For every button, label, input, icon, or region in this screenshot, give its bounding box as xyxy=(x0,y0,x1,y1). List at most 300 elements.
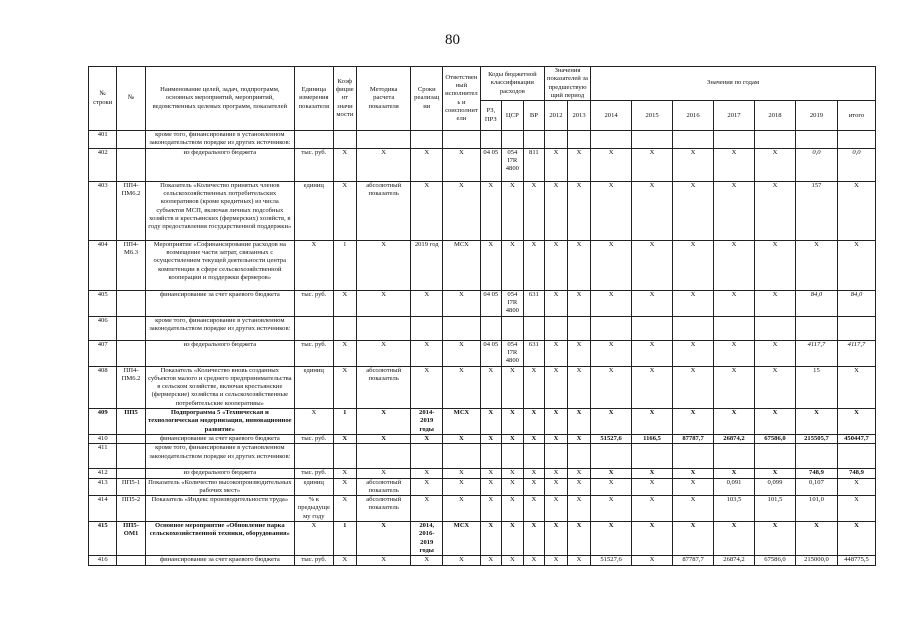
cell-rz: 04 05 xyxy=(480,340,501,366)
cell-name: финансирование за счет краевого бюджета xyxy=(145,290,294,316)
cell-code xyxy=(117,131,145,149)
cell-coef: 1 xyxy=(333,522,356,556)
cell-term: Х xyxy=(411,478,443,496)
cell-name: кроме того, финансирование в установленном законодательством порядке из других источников: xyxy=(145,316,294,340)
cell-code xyxy=(117,444,145,469)
cell-csr: Х xyxy=(501,556,523,565)
cell-executor: Х xyxy=(443,340,481,366)
cell-unit: единиц xyxy=(294,181,333,240)
cell-row-number: 411 xyxy=(89,444,117,469)
cell-y2012 xyxy=(544,444,567,469)
header-unit: Единица измерения показателя xyxy=(294,67,333,131)
cell-method: Х xyxy=(356,148,411,181)
cell-coef: Х xyxy=(333,340,356,366)
cell-y2019 xyxy=(795,131,837,149)
cell-y2012 xyxy=(544,131,567,149)
cell-name: из федерального бюджета xyxy=(145,469,294,478)
cell-code xyxy=(117,340,145,366)
cell-y2012: Х xyxy=(544,434,567,443)
cell-y2019: 0,107 xyxy=(795,478,837,496)
cell-code xyxy=(117,556,145,565)
cell-y2018: 67586,0 xyxy=(754,556,795,565)
cell-row-number: 409 xyxy=(89,409,117,435)
cell-executor: Х xyxy=(443,434,481,443)
cell-y2016: Х xyxy=(673,366,714,408)
cell-y2014 xyxy=(591,131,632,149)
cell-executor xyxy=(443,444,481,469)
cell-executor: Х xyxy=(443,290,481,316)
cell-rz: 04 05 xyxy=(480,148,501,181)
cell-vr: Х xyxy=(523,240,544,290)
cell-csr: Х xyxy=(501,434,523,443)
cell-y2013: Х xyxy=(568,469,591,478)
cell-y2018: Х xyxy=(754,340,795,366)
cell-coef xyxy=(333,131,356,149)
cell-method xyxy=(356,316,411,340)
cell-rz: Х xyxy=(480,366,501,408)
cell-total: 84,0 xyxy=(837,290,875,316)
cell-row-number: 402 xyxy=(89,148,117,181)
cell-method: Х xyxy=(356,522,411,556)
cell-method: Х xyxy=(356,434,411,443)
table-row xyxy=(89,478,876,496)
cell-y2017: Х xyxy=(714,148,755,181)
cell-method: Х xyxy=(356,340,411,366)
cell-y2018: Х xyxy=(754,522,795,556)
cell-coef xyxy=(333,316,356,340)
cell-y2015 xyxy=(632,444,673,469)
cell-executor: Х xyxy=(443,469,481,478)
cell-term xyxy=(411,316,443,340)
cell-y2013 xyxy=(568,316,591,340)
cell-executor xyxy=(443,316,481,340)
cell-total xyxy=(837,316,875,340)
cell-vr: Х xyxy=(523,366,544,408)
cell-unit: % к предыдущему году xyxy=(294,496,333,522)
cell-csr: 054 I7R 4800 xyxy=(501,290,523,316)
cell-row-number: 412 xyxy=(89,469,117,478)
cell-y2019: Х xyxy=(795,522,837,556)
table-row xyxy=(89,522,876,556)
cell-y2014: Х xyxy=(591,478,632,496)
cell-y2017: Х xyxy=(714,240,755,290)
cell-coef: Х xyxy=(333,181,356,240)
cell-name: финансирование за счет краевого бюджета xyxy=(145,434,294,443)
cell-y2018: Х xyxy=(754,181,795,240)
header-csr: ЦСР xyxy=(501,101,523,131)
cell-coef: Х xyxy=(333,290,356,316)
cell-unit: единиц xyxy=(294,478,333,496)
cell-y2017 xyxy=(714,316,755,340)
cell-y2016: Х xyxy=(673,469,714,478)
cell-y2015 xyxy=(632,131,673,149)
cell-coef: Х xyxy=(333,496,356,522)
cell-csr: Х xyxy=(501,366,523,408)
table-row xyxy=(89,148,876,181)
cell-y2013: Х xyxy=(568,478,591,496)
header-year-2013: 2013 xyxy=(568,101,591,131)
cell-y2013: Х xyxy=(568,290,591,316)
cell-y2019: 0,0 xyxy=(795,148,837,181)
header-year-2012: 2012 xyxy=(544,101,567,131)
header-previous-values: Значения показателей за предшествующий период xyxy=(544,67,590,101)
table-row xyxy=(89,469,876,478)
program-indicators-table xyxy=(88,66,876,566)
cell-y2018: Х xyxy=(754,366,795,408)
cell-y2015: Х xyxy=(632,240,673,290)
cell-unit xyxy=(294,444,333,469)
cell-code xyxy=(117,290,145,316)
cell-y2016: Х xyxy=(673,496,714,522)
cell-csr: Х xyxy=(501,478,523,496)
cell-y2018: Х xyxy=(754,409,795,435)
cell-csr xyxy=(501,316,523,340)
cell-y2014: Х xyxy=(591,340,632,366)
cell-vr xyxy=(523,444,544,469)
cell-name: Мероприятие «Софинансирование расходов на возмещение части затрат, связанных с осуществлением текущей деятельности центра компетенции в сфере сельскохозяйственной кооперации и поддержки фермеров» xyxy=(145,240,294,290)
cell-csr: 054 I7R 4800 xyxy=(501,148,523,181)
cell-total: Х xyxy=(837,496,875,522)
cell-row-number: 403 xyxy=(89,181,117,240)
cell-rz xyxy=(480,131,501,149)
cell-name: Показатель «Индекс производительности труда» xyxy=(145,496,294,522)
cell-term xyxy=(411,131,443,149)
cell-name: финансирование за счет краевого бюджета xyxy=(145,556,294,565)
cell-y2016: Х xyxy=(673,340,714,366)
cell-y2013: Х xyxy=(568,409,591,435)
cell-y2016 xyxy=(673,444,714,469)
cell-y2015: Х xyxy=(632,469,673,478)
cell-term: Х xyxy=(411,290,443,316)
cell-y2015: Х xyxy=(632,522,673,556)
cell-rz: Х xyxy=(480,522,501,556)
cell-y2016: Х xyxy=(673,478,714,496)
cell-y2019: Х xyxy=(795,240,837,290)
cell-method: абсолютный показатель xyxy=(356,366,411,408)
cell-y2015: Х xyxy=(632,496,673,522)
cell-y2019: 157 xyxy=(795,181,837,240)
cell-name: из федерального бюджета xyxy=(145,340,294,366)
cell-vr: Х xyxy=(523,522,544,556)
cell-total: Х xyxy=(837,478,875,496)
cell-y2016: Х xyxy=(673,290,714,316)
cell-y2015 xyxy=(632,316,673,340)
cell-executor: МСХ xyxy=(443,409,481,435)
cell-method: Х xyxy=(356,409,411,435)
table-row xyxy=(89,316,876,340)
cell-total: 4117,7 xyxy=(837,340,875,366)
cell-executor: Х xyxy=(443,556,481,565)
cell-executor: Х xyxy=(443,496,481,522)
cell-vr: Х xyxy=(523,181,544,240)
cell-csr: Х xyxy=(501,181,523,240)
cell-coef: Х xyxy=(333,366,356,408)
cell-y2017: Х xyxy=(714,469,755,478)
header-year-2017: 2017 xyxy=(714,101,755,131)
cell-coef: 1 xyxy=(333,409,356,435)
cell-rz: Х xyxy=(480,496,501,522)
cell-code: ПП4-М6.3 xyxy=(117,240,145,290)
cell-executor: Х xyxy=(443,181,481,240)
cell-unit: тыс. руб. xyxy=(294,290,333,316)
cell-vr: 631 xyxy=(523,290,544,316)
cell-term: Х xyxy=(411,148,443,181)
cell-y2018: Х xyxy=(754,469,795,478)
cell-total: Х xyxy=(837,522,875,556)
cell-unit: Х xyxy=(294,522,333,556)
cell-code: ПП5-1 xyxy=(117,478,145,496)
cell-total xyxy=(837,444,875,469)
cell-y2014 xyxy=(591,316,632,340)
cell-y2016: 87787,7 xyxy=(673,434,714,443)
cell-unit: Х xyxy=(294,240,333,290)
cell-total xyxy=(837,131,875,149)
cell-vr: Х xyxy=(523,478,544,496)
cell-y2017: Х xyxy=(714,340,755,366)
cell-y2012 xyxy=(544,316,567,340)
cell-y2014: Х xyxy=(591,366,632,408)
cell-y2014: 51527,6 xyxy=(591,434,632,443)
cell-y2012: Х xyxy=(544,240,567,290)
cell-y2016: Х xyxy=(673,148,714,181)
cell-csr xyxy=(501,131,523,149)
header-method: Методика расчета показателя xyxy=(356,67,411,131)
cell-unit: тыс. руб. xyxy=(294,556,333,565)
cell-coef: Х xyxy=(333,556,356,565)
cell-y2018 xyxy=(754,444,795,469)
cell-rz: 04 05 xyxy=(480,290,501,316)
cell-vr: 631 xyxy=(523,340,544,366)
cell-rz: Х xyxy=(480,409,501,435)
header-vr: ВР xyxy=(523,101,544,131)
header-year-2014: 2014 xyxy=(591,101,632,131)
cell-total: 748,9 xyxy=(837,469,875,478)
cell-y2017: Х xyxy=(714,522,755,556)
cell-unit xyxy=(294,316,333,340)
cell-y2012: Х xyxy=(544,340,567,366)
cell-unit: тыс. руб. xyxy=(294,340,333,366)
cell-term: 2019 год xyxy=(411,240,443,290)
cell-rz xyxy=(480,316,501,340)
cell-y2018: 0,099 xyxy=(754,478,795,496)
table-row xyxy=(89,496,876,522)
cell-row-number: 401 xyxy=(89,131,117,149)
cell-total: 0,0 xyxy=(837,148,875,181)
cell-y2018: Х xyxy=(754,290,795,316)
cell-y2012: Х xyxy=(544,148,567,181)
page-number: 80 xyxy=(445,32,460,48)
cell-vr: Х xyxy=(523,556,544,565)
cell-y2017: Х xyxy=(714,290,755,316)
cell-y2013: Х xyxy=(568,181,591,240)
cell-rz: Х xyxy=(480,556,501,565)
cell-coef: Х xyxy=(333,478,356,496)
cell-y2016: Х xyxy=(673,240,714,290)
cell-y2013 xyxy=(568,131,591,149)
cell-rz: Х xyxy=(480,181,501,240)
cell-y2014: Х xyxy=(591,181,632,240)
cell-code: ПП5-2 xyxy=(117,496,145,522)
cell-total: Х xyxy=(837,366,875,408)
cell-y2013: Х xyxy=(568,496,591,522)
cell-csr xyxy=(501,444,523,469)
header-year-2019: 2019 xyxy=(795,101,837,131)
cell-name: из федерального бюджета xyxy=(145,148,294,181)
table-row xyxy=(89,434,876,443)
cell-y2017: Х xyxy=(714,181,755,240)
table-row xyxy=(89,556,876,565)
cell-y2017: 0,091 xyxy=(714,478,755,496)
table-row xyxy=(89,340,876,366)
cell-y2014: Х xyxy=(591,409,632,435)
cell-term: Х xyxy=(411,434,443,443)
cell-code: ПП5-ОМ1 xyxy=(117,522,145,556)
cell-vr: Х xyxy=(523,434,544,443)
cell-name: кроме того, финансирование в установленном законодательством порядке из других источников: xyxy=(145,444,294,469)
cell-y2019: Х xyxy=(795,409,837,435)
cell-row-number: 404 xyxy=(89,240,117,290)
header-year-2018: 2018 xyxy=(754,101,795,131)
cell-term: Х xyxy=(411,340,443,366)
cell-y2013: Х xyxy=(568,240,591,290)
cell-term: 2014, 2016-2019 годы xyxy=(411,522,443,556)
cell-unit: единиц xyxy=(294,366,333,408)
header-executor: Ответственный исполнитель и соисполнители xyxy=(443,67,481,131)
cell-name: Показатель «Количество принятых членов сельскохозяйственных потребительских кооперативов (кроме кредитных) из числа субъектов МСП, включая личных подсобных хозяйств и крестьянских (фермерских) хозяйств, в году предоставления государственной поддержки» xyxy=(145,181,294,240)
cell-csr: 054 I7R 4800 xyxy=(501,340,523,366)
cell-method: абсолютный показатель xyxy=(356,496,411,522)
cell-y2016: 87787,7 xyxy=(673,556,714,565)
cell-total: Х xyxy=(837,240,875,290)
table-row xyxy=(89,290,876,316)
cell-unit: тыс. руб. xyxy=(294,148,333,181)
cell-y2017 xyxy=(714,444,755,469)
cell-y2019: 748,9 xyxy=(795,469,837,478)
header-coefficient: Коэффициент значимости xyxy=(333,67,356,131)
cell-y2016: Х xyxy=(673,409,714,435)
cell-executor: Х xyxy=(443,148,481,181)
cell-name: Показатель «Количество вновь созданных субъектов малого и среднего предпринимательства в сельском хозяйстве, включая крестьянские (фермерские) хозяйства и сельскохозяйственные потребительские кооперативы» xyxy=(145,366,294,408)
cell-y2013: Х xyxy=(568,148,591,181)
cell-y2013: Х xyxy=(568,366,591,408)
cell-name: Подпрограмма 5 «Техническая и технологическая модернизация, инновационное развитие» xyxy=(145,409,294,435)
cell-y2019 xyxy=(795,316,837,340)
cell-code: ПП5 xyxy=(117,409,145,435)
cell-y2017: Х xyxy=(714,409,755,435)
cell-term: Х xyxy=(411,556,443,565)
cell-csr: Х xyxy=(501,469,523,478)
cell-y2016 xyxy=(673,316,714,340)
header-year-2016: 2016 xyxy=(673,101,714,131)
cell-executor: МСХ xyxy=(443,522,481,556)
cell-total: Х xyxy=(837,181,875,240)
cell-term: Х xyxy=(411,366,443,408)
cell-row-number: 405 xyxy=(89,290,117,316)
cell-y2014: Х xyxy=(591,522,632,556)
cell-y2013: Х xyxy=(568,340,591,366)
table-body xyxy=(89,131,876,565)
cell-y2012: Х xyxy=(544,522,567,556)
cell-name: кроме того, финансирование в установленном законодательством порядке из других источников: xyxy=(145,131,294,149)
cell-code xyxy=(117,316,145,340)
cell-y2012: Х xyxy=(544,496,567,522)
cell-row-number: 415 xyxy=(89,522,117,556)
cell-y2013: Х xyxy=(568,522,591,556)
header-term: Сроки реализации xyxy=(411,67,443,131)
cell-y2012: Х xyxy=(544,556,567,565)
cell-y2013: Х xyxy=(568,434,591,443)
cell-y2012: Х xyxy=(544,409,567,435)
cell-y2014 xyxy=(591,444,632,469)
cell-vr: 811 xyxy=(523,148,544,181)
cell-method xyxy=(356,444,411,469)
cell-coef: 1 xyxy=(333,240,356,290)
cell-y2015: Х xyxy=(632,478,673,496)
header-row-number: № строки xyxy=(89,67,117,131)
cell-y2018: 101,5 xyxy=(754,496,795,522)
cell-unit: Х xyxy=(294,409,333,435)
cell-vr: Х xyxy=(523,469,544,478)
cell-y2015: 1166,5 xyxy=(632,434,673,443)
cell-code xyxy=(117,148,145,181)
table-row xyxy=(89,366,876,408)
cell-y2017: 26874,2 xyxy=(714,434,755,443)
cell-row-number: 414 xyxy=(89,496,117,522)
table-row xyxy=(89,409,876,435)
table-row xyxy=(89,131,876,149)
cell-csr: Х xyxy=(501,240,523,290)
cell-term: Х xyxy=(411,469,443,478)
cell-y2012: Х xyxy=(544,290,567,316)
cell-y2013 xyxy=(568,444,591,469)
cell-y2019: 84,0 xyxy=(795,290,837,316)
cell-executor xyxy=(443,131,481,149)
cell-csr: Х xyxy=(501,496,523,522)
header-rz: РЗ, ПРЗ xyxy=(480,101,501,131)
cell-code xyxy=(117,469,145,478)
cell-term: Х xyxy=(411,496,443,522)
cell-total: Х xyxy=(837,409,875,435)
cell-rz: Х xyxy=(480,434,501,443)
cell-y2018: 67586,0 xyxy=(754,434,795,443)
cell-y2014: Х xyxy=(591,148,632,181)
cell-y2014: Х xyxy=(591,496,632,522)
table-row xyxy=(89,240,876,290)
cell-method: абсолютный показатель xyxy=(356,478,411,496)
cell-y2019: 101,0 xyxy=(795,496,837,522)
cell-y2019: 15 xyxy=(795,366,837,408)
cell-y2016: Х xyxy=(673,522,714,556)
cell-row-number: 413 xyxy=(89,478,117,496)
cell-vr: Х xyxy=(523,409,544,435)
cell-method: Х xyxy=(356,290,411,316)
table-row xyxy=(89,181,876,240)
cell-executor: Х xyxy=(443,366,481,408)
header-total: итого xyxy=(837,101,875,131)
cell-rz xyxy=(480,444,501,469)
cell-term: Х xyxy=(411,181,443,240)
cell-code: ПП4-ПМ6.2 xyxy=(117,366,145,408)
cell-y2017: Х xyxy=(714,366,755,408)
cell-y2012: Х xyxy=(544,181,567,240)
cell-y2016: Х xyxy=(673,181,714,240)
cell-y2017: 26874,2 xyxy=(714,556,755,565)
cell-y2015: Х xyxy=(632,290,673,316)
cell-y2015: Х xyxy=(632,409,673,435)
cell-rz: Х xyxy=(480,240,501,290)
header-name: Наименование целей, задач, подпрограмм, основных мероприятий, мероприятий, ведомственных целевых программ, показателей xyxy=(145,67,294,131)
cell-row-number: 406 xyxy=(89,316,117,340)
